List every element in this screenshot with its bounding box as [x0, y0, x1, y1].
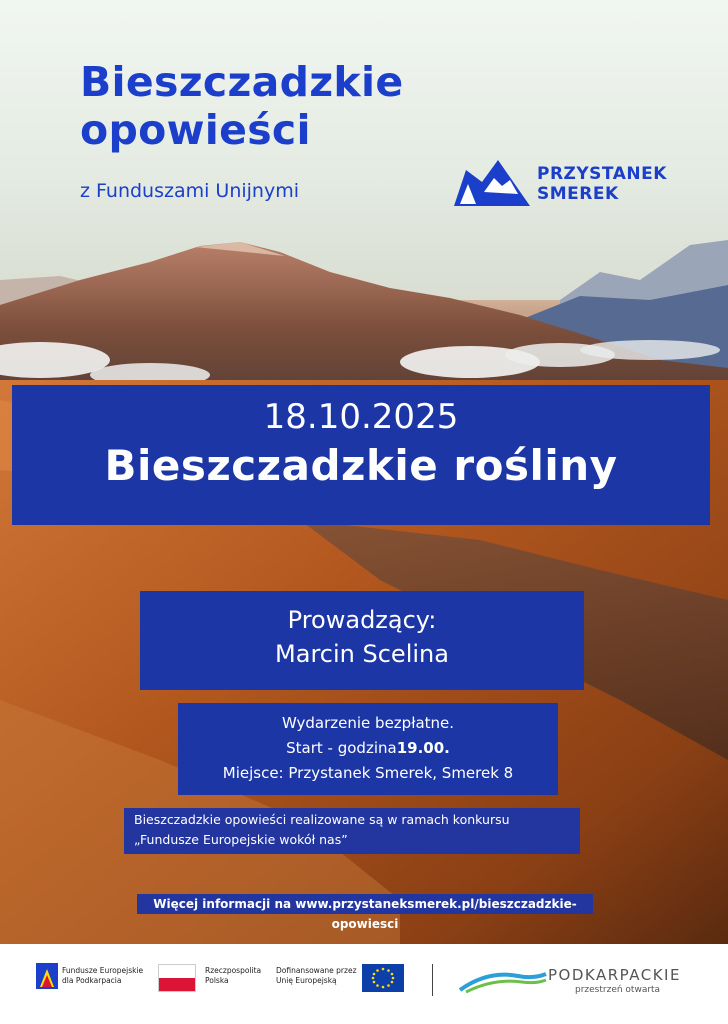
rp-text — [205, 966, 261, 986]
eu-flag-icon — [362, 964, 404, 992]
start-prefix: Start - godzina — [286, 739, 397, 757]
event-title: Bieszczadzkie rośliny — [104, 441, 618, 490]
podkarpackie-name: PODKARPACKIE — [548, 966, 681, 984]
host-label: Prowadzący: — [287, 606, 437, 634]
contest-line-2: „Fundusze Europejskie wokół nas” — [134, 832, 348, 847]
contest-line-1: Bieszczadzkie opowieści realizowane są w ramach konkursu — [134, 812, 510, 827]
contest-box — [124, 808, 580, 854]
logo-line-2: SMEREK — [537, 184, 619, 204]
rp-line-2: Polska — [205, 976, 229, 985]
fe-line-1: Fundusze Europejskie — [62, 966, 144, 975]
more-info-url[interactable]: www.przystaneksmerek.pl/bieszczadzkie-opowiesci — [295, 897, 577, 931]
event-date: 18.10.2025 — [263, 397, 459, 437]
fe-text — [62, 966, 152, 986]
info-box — [178, 703, 558, 795]
info-place: Miejsce: Przystanek Smerek, Smerek 8 — [222, 764, 514, 782]
fe-flag-icon — [36, 963, 58, 989]
more-info-prefix: Więcej informacji na — [153, 897, 292, 911]
podkarpackie-slogan: przestrzeń otwarta — [575, 985, 661, 995]
fe-line-2: dla Podkarpacia — [62, 976, 122, 985]
eu-line-2: Unię Europejską — [276, 976, 337, 985]
info-free: Wydarzenie bezpłatne. — [281, 714, 455, 732]
host-box — [140, 591, 584, 690]
start-time: 19.00. — [396, 739, 450, 757]
page-title — [80, 58, 403, 154]
subtitle: z Funduszami Unijnymi — [80, 180, 300, 202]
info-start — [178, 736, 558, 761]
podkarpackie-wave-icon — [458, 966, 548, 996]
footer-divider — [432, 964, 433, 996]
footer-logos — [0, 944, 728, 1024]
host-name: Marcin Scelina — [275, 640, 449, 668]
more-info-box — [137, 894, 593, 931]
poland-flag — [158, 964, 196, 992]
eu-line-1: Dofinansowane przez — [276, 966, 357, 975]
przystanek-smerek-logo — [452, 156, 672, 212]
eu-text — [276, 966, 357, 986]
title-line-1: Bieszczadzkie — [80, 58, 404, 106]
logo-line-1: PRZYSTANEK — [537, 164, 667, 184]
event-banner — [12, 385, 710, 525]
title-line-2: opowieści — [80, 106, 311, 154]
mountain-icon — [452, 156, 532, 208]
rp-line-1: Rzeczpospolita — [205, 966, 262, 975]
